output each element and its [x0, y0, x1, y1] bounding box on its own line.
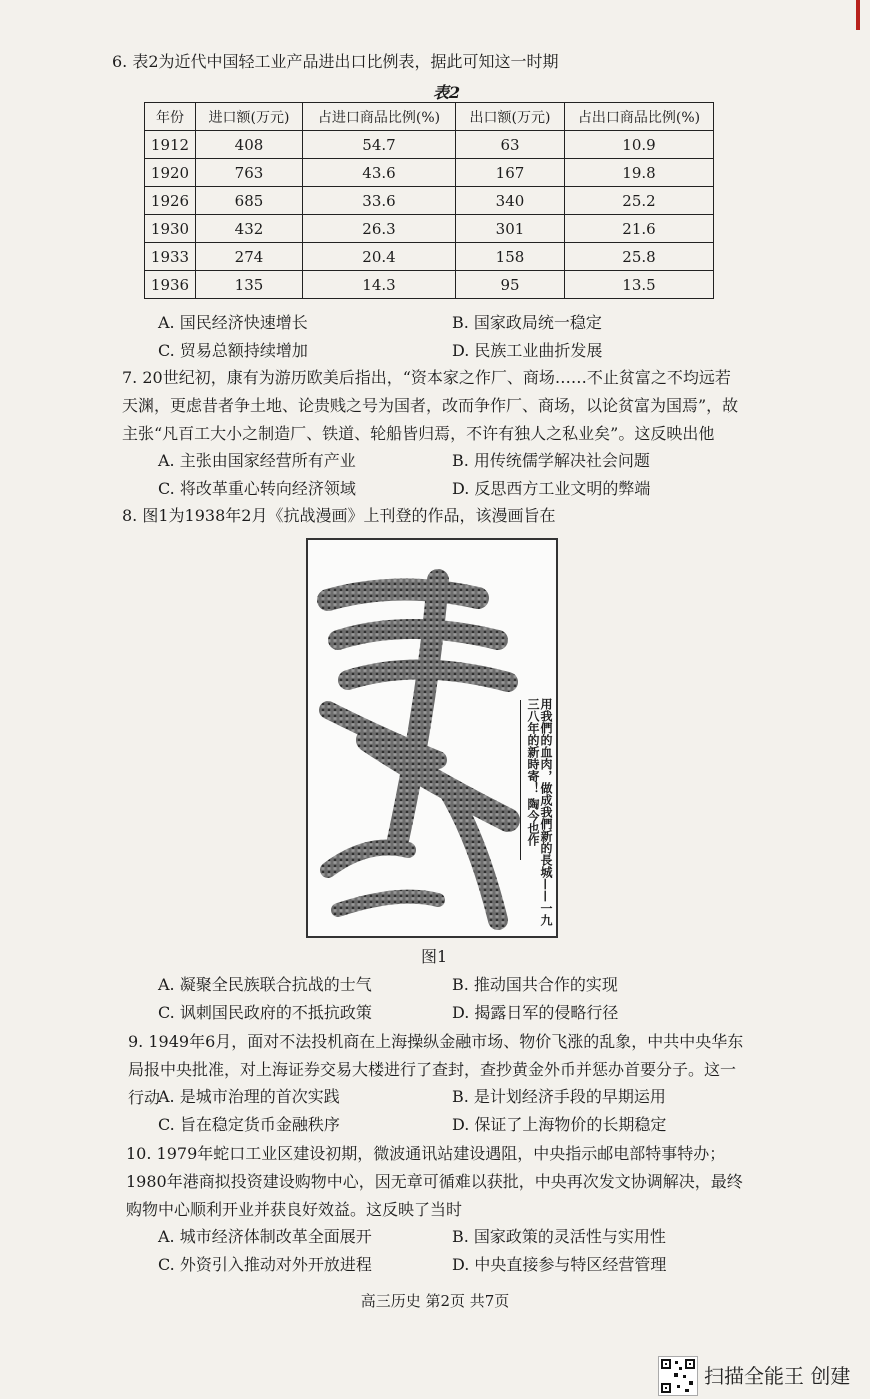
cartoon-caption: 用我們的血肉，做成我們新的長城——一九三八年的新時寄！ 陶今也作 — [526, 698, 553, 926]
qr-pattern — [659, 1357, 697, 1395]
option-a[interactable]: A. 城市经济体制改革全面展开 — [158, 1227, 372, 1246]
cell: 1936 — [145, 271, 196, 299]
page-footer: 高三历史 第2页 共7页 — [360, 1292, 510, 1310]
cell: 158 — [456, 243, 565, 271]
option-a[interactable]: A. 是城市治理的首次实践 — [158, 1087, 340, 1106]
table-row — [145, 187, 714, 215]
option-a[interactable]: A. 凝聚全民族联合抗战的士气 — [158, 975, 372, 994]
col-import-ratio: 占进口商品比例(%) — [303, 103, 456, 131]
option-d[interactable]: D. 反思西方工业文明的弊端 — [452, 479, 651, 498]
cell: 43.6 — [303, 159, 456, 187]
cell: 1926 — [145, 187, 196, 215]
table-row — [145, 243, 714, 271]
cell: 13.5 — [565, 271, 714, 299]
cell: 95 — [456, 271, 565, 299]
cell: 763 — [196, 159, 303, 187]
table-title: 表2 — [433, 83, 461, 102]
question-8-stem — [122, 502, 762, 530]
question-text: 20世纪初，康有为游历欧美后指出，“资本家之作厂、商场……不止贫富之不均远若天渊，更虑昔者争土地、论贵贱之号为国者，改而争作厂、商场，以论贫富为国焉”，故主张“凡百工大小之制造厂、铁道、轮船皆归焉，不许有独人之私业矣”。这反映出他 — [122, 368, 739, 443]
scanner-watermark: 扫描全能王 创建 — [704, 1364, 851, 1388]
option-b[interactable]: B. 国家政局统一稳定 — [452, 313, 602, 332]
cell: 340 — [456, 187, 565, 215]
cell: 63 — [456, 131, 565, 159]
cell: 25.8 — [565, 243, 714, 271]
question-7-stem — [122, 364, 742, 448]
table-header-row — [145, 103, 714, 131]
table-row — [145, 271, 714, 299]
option-a[interactable]: A. 国民经济快速增长 — [158, 313, 308, 332]
great-wall-of-people-illustration — [308, 540, 556, 936]
option-c[interactable]: C. 贸易总额持续增加 — [158, 341, 308, 360]
option-c[interactable]: C. 外资引入推动对外开放进程 — [158, 1255, 372, 1274]
table-row — [145, 159, 714, 187]
option-a[interactable]: A. 主张由国家经营所有产业 — [158, 451, 356, 470]
question-text: 1949年6月，面对不法投机商在上海操纵金融市场、物价飞涨的乱象，中共中央华东局报中央批准，对上海证券交易大楼进行了查封，查抄黄金外币并惩办首要分子。这一行动 — [128, 1032, 744, 1107]
cell: 167 — [456, 159, 565, 187]
page-edge-mark — [856, 0, 860, 30]
cell: 274 — [196, 243, 303, 271]
option-b[interactable]: B. 推动国共合作的实现 — [452, 975, 618, 994]
cell: 135 — [196, 271, 303, 299]
question-number: 7. — [122, 368, 138, 387]
cell: 10.9 — [565, 131, 714, 159]
option-d[interactable]: D. 揭露日军的侵略行径 — [452, 1003, 619, 1022]
cell: 20.4 — [303, 243, 456, 271]
question-number: 8. — [122, 506, 138, 525]
cartoon-figure — [306, 538, 558, 938]
option-c[interactable]: C. 讽刺国民政府的不抵抗政策 — [158, 1003, 372, 1022]
cell: 26.3 — [303, 215, 456, 243]
col-import: 进口额(万元) — [196, 103, 303, 131]
table-row — [145, 215, 714, 243]
import-export-table — [144, 102, 714, 299]
question-6-stem — [112, 48, 752, 76]
cell: 54.7 — [303, 131, 456, 159]
cell: 432 — [196, 215, 303, 243]
col-year: 年份 — [145, 103, 196, 131]
option-d[interactable]: D. 中央直接参与特区经营管理 — [452, 1255, 667, 1274]
question-number: 10. — [126, 1144, 152, 1163]
option-d[interactable]: D. 民族工业曲折发展 — [452, 341, 603, 360]
cell: 1920 — [145, 159, 196, 187]
cell: 19.8 — [565, 159, 714, 187]
option-b[interactable]: B. 国家政策的灵活性与实用性 — [452, 1227, 666, 1246]
cell: 14.3 — [303, 271, 456, 299]
option-d[interactable]: D. 保证了上海物价的长期稳定 — [452, 1115, 667, 1134]
question-text: 表2为近代中国轻工业产品进出口比例表，据此可知这一时期 — [132, 52, 559, 71]
cell: 1912 — [145, 131, 196, 159]
col-export-ratio: 占出口商品比例(%) — [565, 103, 714, 131]
option-b[interactable]: B. 用传统儒学解决社会问题 — [452, 451, 650, 470]
option-c[interactable]: C. 将改革重心转向经济领域 — [158, 479, 356, 498]
col-export: 出口额(万元) — [456, 103, 565, 131]
cell: 33.6 — [303, 187, 456, 215]
cell: 1930 — [145, 215, 196, 243]
qr-code-icon — [658, 1356, 698, 1396]
option-b[interactable]: B. 是计划经济手段的早期运用 — [452, 1087, 666, 1106]
figure-caption: 图1 — [421, 947, 448, 966]
question-text: 图1为1938年2月《抗战漫画》上刊登的作品，该漫画旨在 — [142, 506, 556, 525]
cell: 25.2 — [565, 187, 714, 215]
cell: 408 — [196, 131, 303, 159]
cell: 301 — [456, 215, 565, 243]
question-number: 9. — [128, 1032, 144, 1051]
question-10-stem — [126, 1140, 746, 1224]
cell: 1933 — [145, 243, 196, 271]
table-row — [145, 131, 714, 159]
cell: 685 — [196, 187, 303, 215]
option-c[interactable]: C. 旨在稳定货币金融秩序 — [158, 1115, 340, 1134]
cell: 21.6 — [565, 215, 714, 243]
question-text: 1979年蛇口工业区建设初期，微波通讯站建设遇阻，中央指示邮电部特事特办；1980年港商拟投资建设购物中心，因无章可循难以获批，中央再次发文协调解决，最终购物中心顺利开业并获良好效益。这反映了当时 — [126, 1144, 743, 1219]
question-number: 6. — [112, 52, 128, 71]
